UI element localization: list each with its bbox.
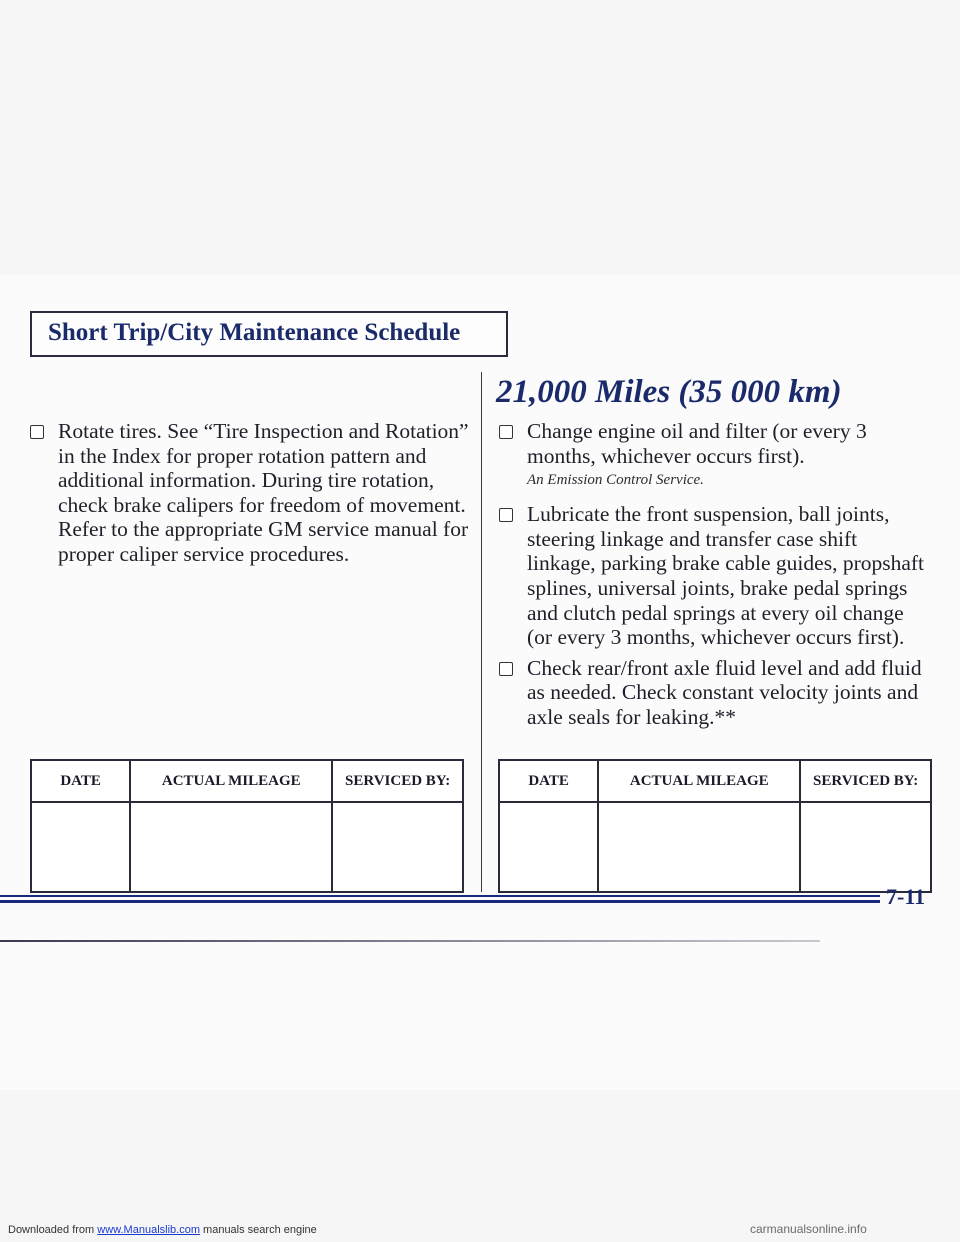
column-header-date: DATE — [31, 760, 130, 802]
column-header-mileage: ACTUAL MILEAGE — [130, 760, 332, 802]
checklist-item-text: Lubricate the front suspension, ball joints, steering linkage and transfer case shift linkage, parking brake cable guides, propshaft splines, universal joints, brake pedal springs and clutch pedal springs at every oil change (or every 3 months, whichever occurs first). — [527, 502, 925, 650]
service-log-table-right — [498, 759, 932, 893]
checklist-item — [499, 656, 929, 730]
checklist-item — [499, 419, 929, 496]
date-cell[interactable] — [31, 802, 130, 892]
left-checklist — [30, 419, 470, 567]
column-header-date: DATE — [499, 760, 598, 802]
footer-rule — [0, 895, 880, 903]
download-suffix: manuals search engine — [199, 1224, 317, 1236]
column-header-mileage: ACTUAL MILEAGE — [598, 760, 800, 802]
download-credit — [8, 1224, 317, 1236]
emission-note: An Emission Control Service. — [527, 472, 704, 489]
right-checklist — [499, 419, 929, 730]
mileage-cell[interactable] — [598, 802, 800, 892]
interval-heading: 21,000 Miles (35 000 km) — [496, 374, 842, 410]
checkbox-icon[interactable] — [30, 425, 44, 439]
checkbox-icon[interactable] — [499, 508, 513, 522]
mileage-cell[interactable] — [130, 802, 332, 892]
column-header-serviced-by: SERVICED BY: — [800, 760, 931, 802]
date-cell[interactable] — [499, 802, 598, 892]
section-header-title: Short Trip/City Maintenance Schedule — [48, 319, 461, 346]
checklist-item — [30, 419, 470, 567]
manualslib-link[interactable]: www.Manualslib.com — [97, 1224, 200, 1236]
column-divider — [481, 372, 482, 892]
column-header-serviced-by: SERVICED BY: — [332, 760, 463, 802]
serviced-by-cell[interactable] — [800, 802, 931, 892]
serviced-by-cell[interactable] — [332, 802, 463, 892]
table-row — [31, 802, 463, 892]
checklist-item-text: Change engine oil and filter (or every 3 months, whichever occurs first). — [527, 419, 867, 468]
checklist-item — [499, 502, 929, 650]
scan-shadow-line — [0, 940, 820, 942]
service-log-table-left — [30, 759, 464, 893]
checklist-item-text: Rotate tires. See “Tire Inspection and Rotation” in the Index for proper rotation pattern and additional information. During tire rotation, check brake calipers for freedom of movement. Refer to the appropriate GM service manual for proper caliper service procedures. — [58, 419, 469, 566]
site-watermark: carmanualsonline.info — [750, 1222, 867, 1236]
table-row — [499, 802, 931, 892]
download-prefix: Downloaded from — [8, 1224, 98, 1236]
page-number: 7-11 — [886, 884, 926, 909]
table-header-row — [499, 760, 931, 802]
checkbox-icon[interactable] — [499, 425, 513, 439]
checklist-item-text: Check rear/front axle fluid level and add fluid as needed. Check constant velocity joints and axle seals for leaking.** — [527, 655, 922, 729]
checkbox-icon[interactable] — [499, 662, 513, 676]
table-header-row — [31, 760, 463, 802]
